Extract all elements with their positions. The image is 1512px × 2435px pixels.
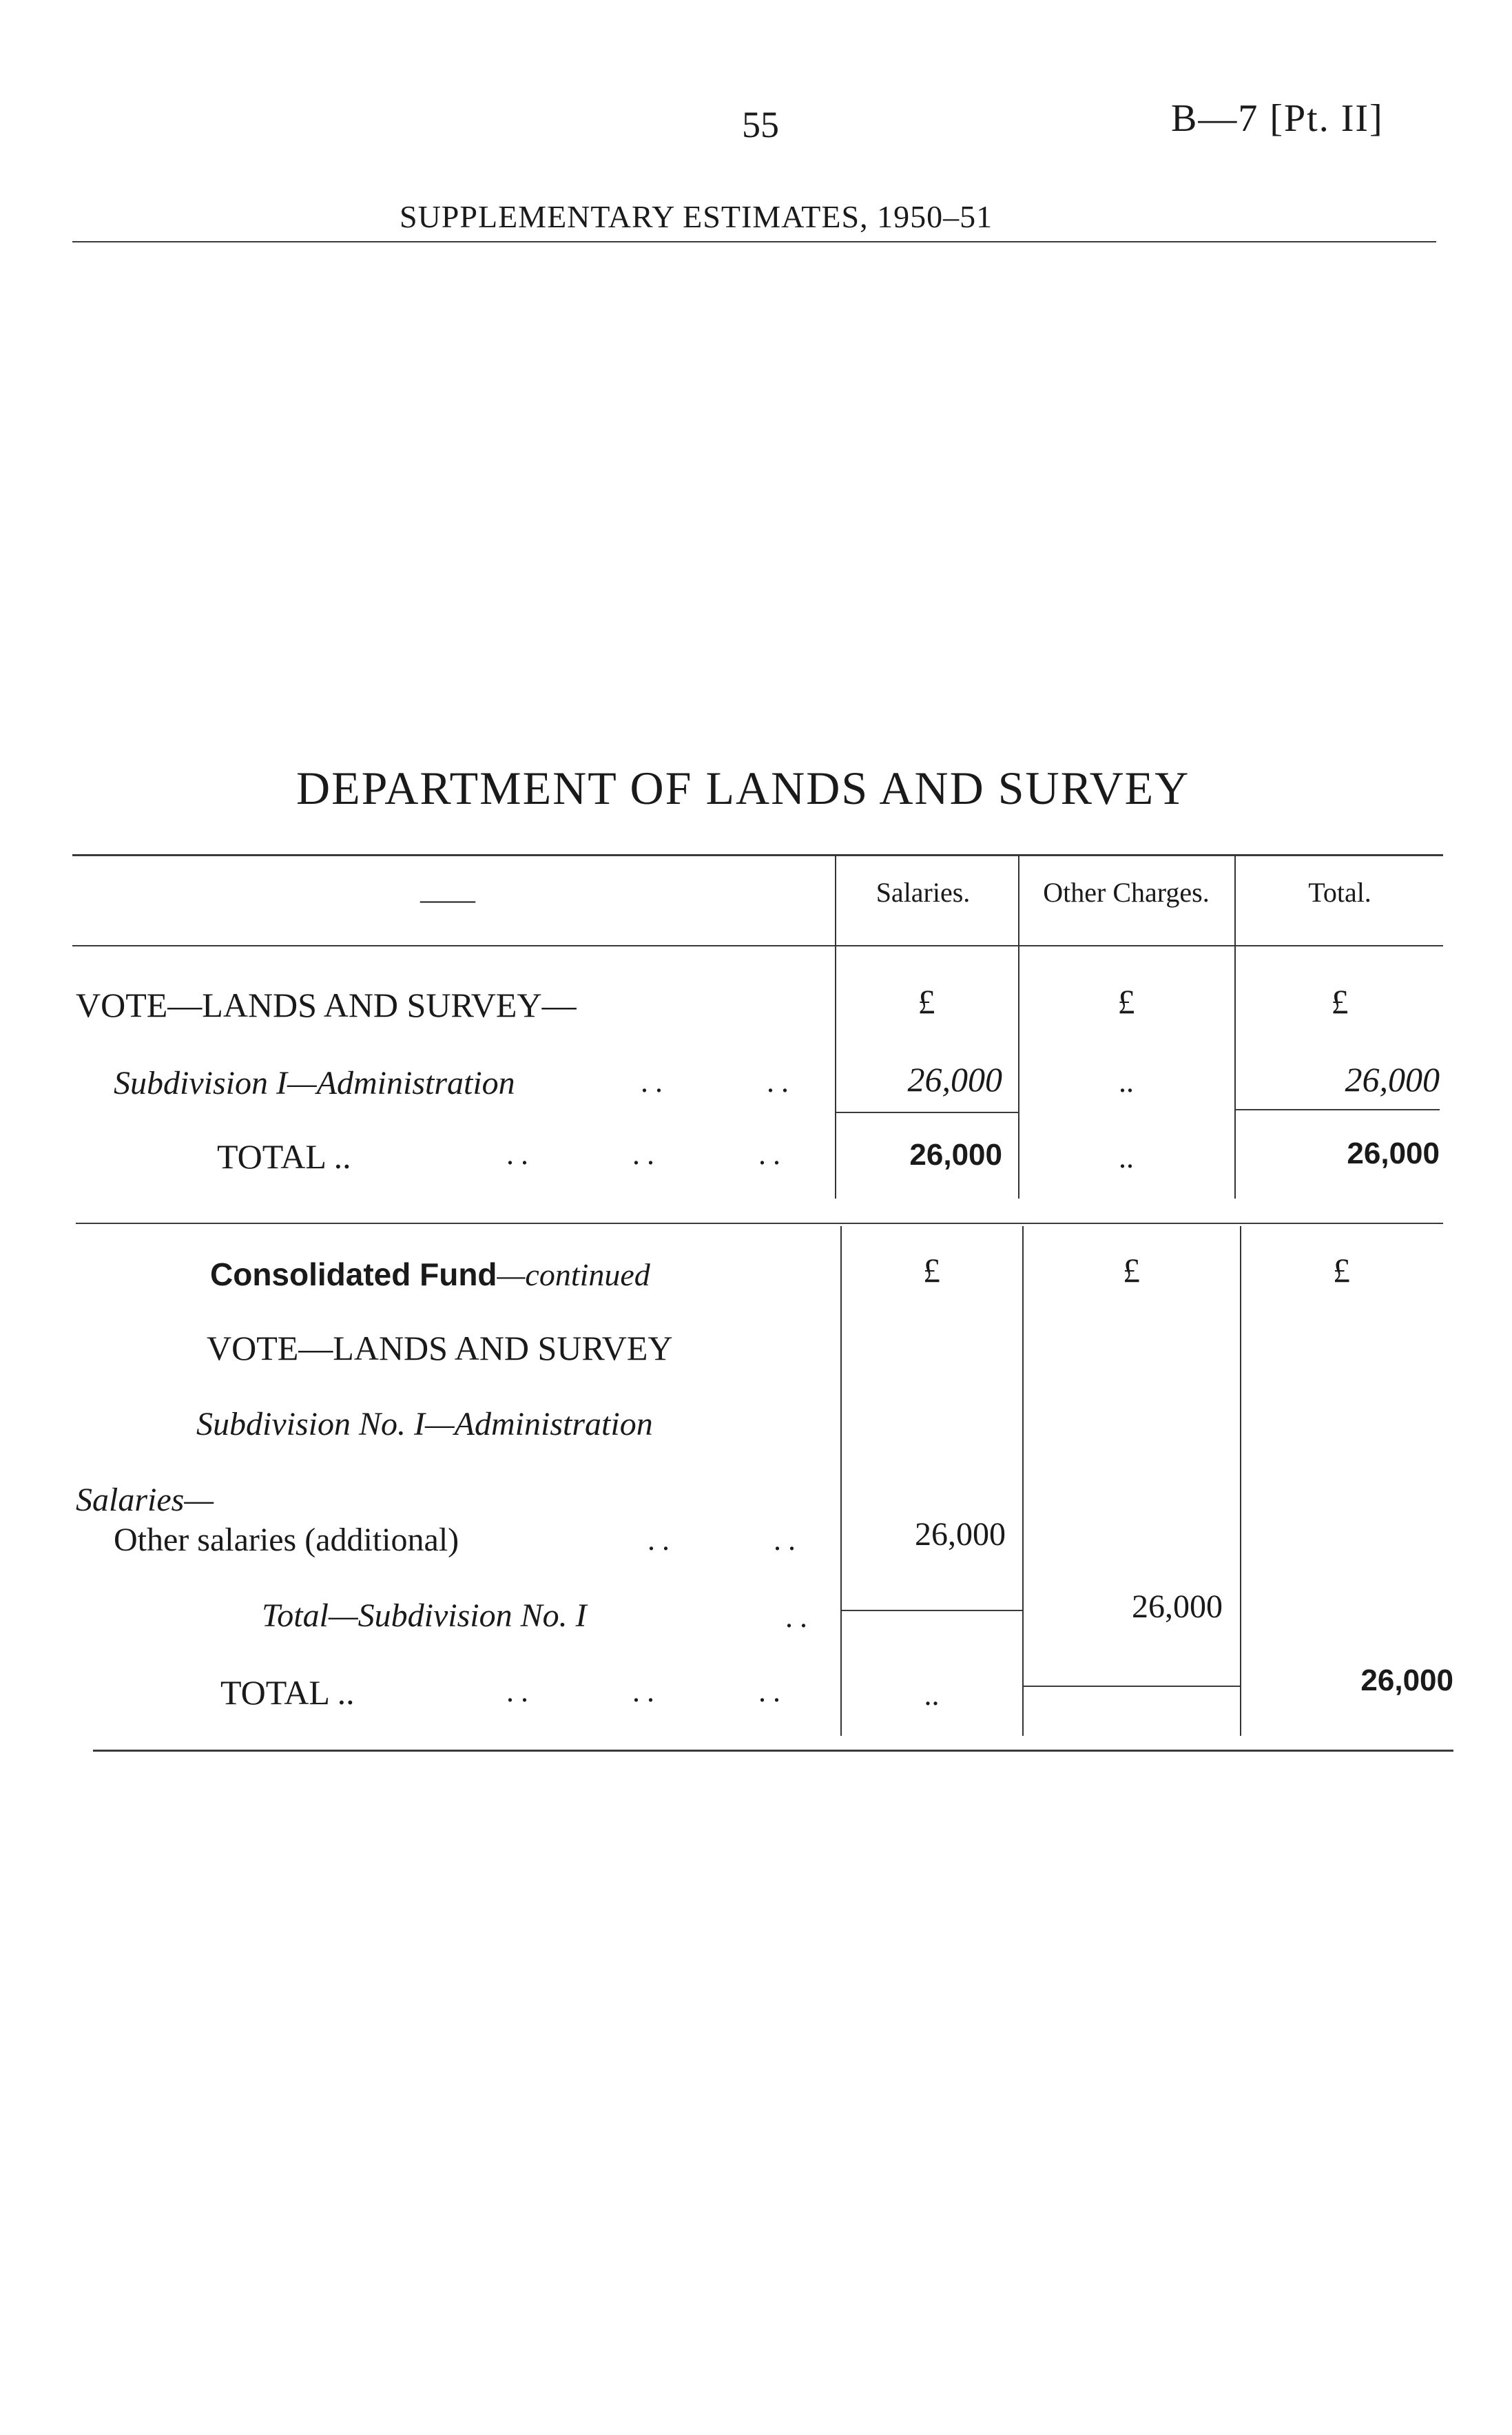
column-rule-2 xyxy=(1022,1226,1024,1736)
blank-column-dash: —— xyxy=(420,884,475,915)
column-header-other-charges: Other Charges. xyxy=(1043,877,1210,908)
leader-dots: .. .. xyxy=(641,1065,796,1099)
table-top-rule xyxy=(72,854,1443,856)
column-rule-3 xyxy=(1234,854,1236,1199)
subdivision-total: 26,000 xyxy=(1345,1060,1440,1099)
fund-continued: —continued xyxy=(497,1257,650,1292)
currency-total: £ xyxy=(1333,1251,1350,1289)
column-rule-1 xyxy=(835,854,836,1199)
total-salaries-2: .. xyxy=(924,1678,940,1712)
subtotal-rule-total xyxy=(1236,1109,1440,1110)
total-label: TOTAL .. xyxy=(217,1137,351,1176)
subdivision-heading: Subdivision No. I—Administration xyxy=(196,1406,653,1442)
leader-dots: .. .. .. xyxy=(506,1137,787,1171)
page-title: DEPARTMENT OF LANDS AND SURVEY xyxy=(296,762,1190,814)
column-header-total: Total. xyxy=(1308,877,1371,908)
total-label-2: TOTAL .. xyxy=(220,1673,355,1712)
subdivision-other-charges: .. xyxy=(1119,1065,1134,1099)
section-divider xyxy=(76,1223,1443,1224)
leader-dots: .. .. .. xyxy=(506,1675,787,1708)
header-rule xyxy=(72,241,1436,242)
column-rule-3 xyxy=(1240,1226,1241,1736)
salaries-heading: Salaries— xyxy=(76,1482,214,1518)
currency-salaries: £ xyxy=(923,1251,940,1289)
total-total: 26,000 xyxy=(1347,1137,1440,1170)
running-title: SUPPLEMENTARY ESTIMATES, 1950–51 xyxy=(400,199,993,234)
subtotal-label: Total—Subdivision No. I xyxy=(262,1597,587,1634)
total-total-2: 26,000 xyxy=(1360,1664,1453,1697)
currency-salaries: £ xyxy=(918,982,935,1021)
currency-other-charges: £ xyxy=(1123,1251,1140,1289)
column-rule-1 xyxy=(840,1226,842,1736)
column-header-salaries: Salaries. xyxy=(876,877,971,908)
subdivision-label: Subdivision I—Administration xyxy=(114,1065,515,1101)
total-salaries: 26,000 xyxy=(909,1138,1002,1172)
vote-heading: VOTE—LANDS AND SURVEY— xyxy=(76,986,577,1024)
subdivision-salaries: 26,000 xyxy=(907,1060,1002,1099)
currency-other-charges: £ xyxy=(1117,982,1135,1021)
total-other-charges: .. xyxy=(1119,1141,1134,1174)
subtotal-rule-salaries xyxy=(836,1112,1019,1113)
page-number: 55 xyxy=(742,104,779,145)
table-bottom-rule xyxy=(93,1750,1453,1752)
vote-heading-2: VOTE—LANDS AND SURVEY xyxy=(207,1329,673,1367)
total-rule xyxy=(1024,1686,1241,1687)
subtotal-value: 26,000 xyxy=(1132,1588,1223,1625)
leader-dots: .. .. xyxy=(648,1523,802,1557)
fund-name: Consolidated Fund xyxy=(210,1256,497,1292)
fund-heading xyxy=(210,1256,650,1293)
header-bottom-rule xyxy=(72,945,1443,946)
document-reference: B—7 [Pt. II] xyxy=(1171,97,1384,140)
other-salaries-label: Other salaries (additional) xyxy=(114,1522,459,1558)
subtotal-rule xyxy=(842,1610,1022,1611)
other-salaries-value: 26,000 xyxy=(915,1516,1006,1553)
currency-total: £ xyxy=(1331,982,1349,1021)
leader-dots: .. xyxy=(785,1600,814,1634)
